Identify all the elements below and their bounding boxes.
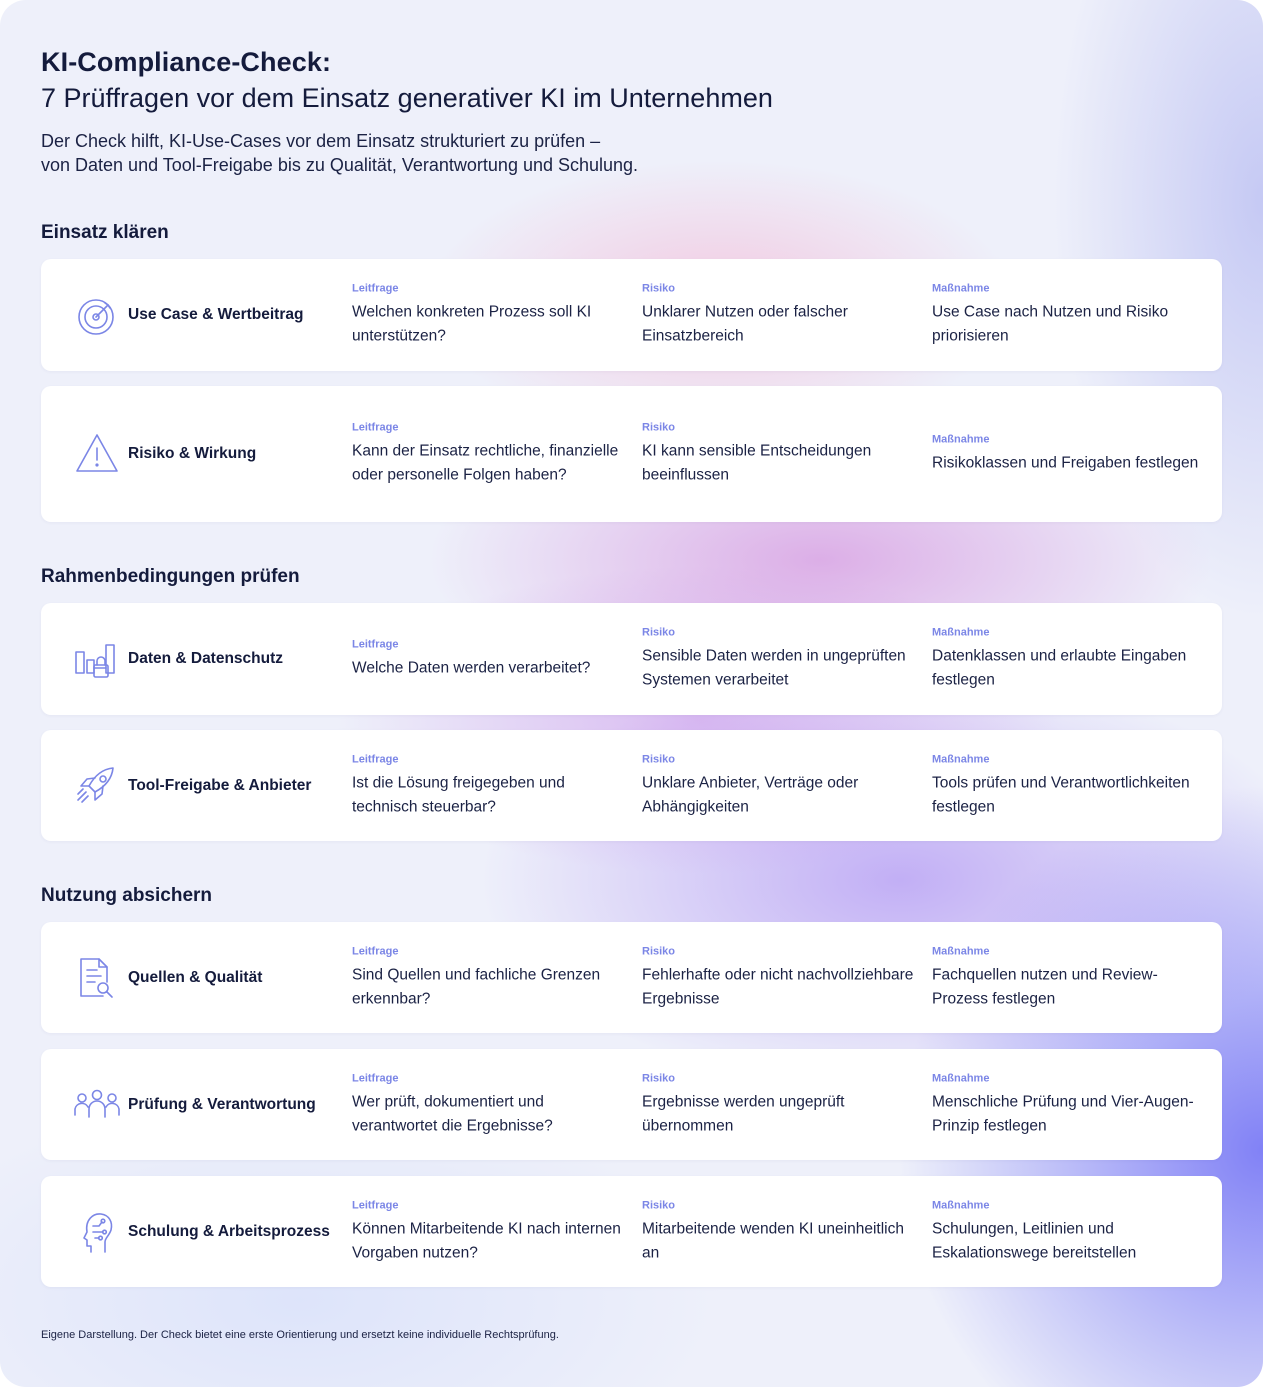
leitfrage-text: Wer prüft, dokumentiert und verantwortet die Ergebnisse? [352, 1093, 553, 1134]
risiko-text: Ergebnisse werden ungeprüft übernommen [642, 1093, 845, 1134]
rocket-icon [73, 762, 121, 810]
leitfrage-column [352, 752, 627, 819]
check-card-tool-freigabe [41, 730, 1222, 841]
massnahme-text: Fachquellen nutzen und Review-Prozess festlegen [932, 966, 1158, 1007]
check-card-daten [41, 603, 1222, 715]
risiko-label: Risiko [642, 1199, 676, 1211]
leitfrage-column [352, 1071, 627, 1138]
leitfrage-column [352, 944, 627, 1011]
leitfrage-text: Können Mitarbeitende KI nach internen Vorgaben nutzen? [352, 1220, 621, 1261]
massnahme-label: Maßnahme [932, 282, 990, 295]
risiko-column [642, 421, 917, 488]
leitfrage-label: Leitfrage [352, 1199, 399, 1211]
leitfrage-column [352, 282, 627, 349]
risiko-label: Risiko [642, 282, 676, 295]
check-name: Schulung & Arbeitsprozess [128, 1222, 330, 1240]
section-title-nutzung: Nutzung absichern [41, 885, 213, 906]
head-circuit-icon [73, 1208, 121, 1256]
risiko-text: Mitarbeitende wenden KI uneinheitlich an [642, 1220, 904, 1261]
risiko-column [642, 944, 917, 1011]
document-search-icon [73, 954, 121, 1002]
risiko-text: Unklarer Nutzen oder falscher Einsatzbereich [642, 303, 848, 345]
check-name: Daten & Datenschutz [128, 650, 284, 667]
leitfrage-text: Welche Daten werden verarbeitet? [352, 659, 591, 677]
leitfrage-label: Leitfrage [352, 753, 399, 765]
check-name: Prüfung & Verantwortung [128, 1095, 316, 1113]
check-card-pruefung [41, 1049, 1222, 1160]
footnote: Eigene Darstellung. Der Check bietet eine erste Orientierung und ersetzt keine individuelle Rechtsprüfung. [41, 1329, 559, 1341]
massnahme-column [932, 1071, 1207, 1138]
check-name: Risiko & Wirkung [128, 445, 257, 462]
massnahme-label: Maßnahme [932, 1199, 990, 1211]
leitfrage-label: Leitfrage [352, 421, 399, 434]
massnahme-label: Maßnahme [932, 945, 990, 957]
check-card-quellen [41, 922, 1222, 1033]
check-name: Tool-Freigabe & Anbieter [128, 776, 312, 794]
risiko-label: Risiko [642, 753, 676, 765]
risiko-column [642, 1198, 917, 1265]
massnahme-column [932, 944, 1207, 1011]
check-card-schulung [41, 1176, 1222, 1287]
massnahme-column [932, 433, 1207, 476]
check-card-use-case [41, 259, 1222, 371]
leitfrage-text: Ist die Lösung freigegeben und technisch steuerbar? [352, 774, 565, 815]
massnahme-text: Menschliche Prüfung und Vier-Augen-Prinzip festlegen [932, 1093, 1194, 1134]
leitfrage-label: Leitfrage [352, 1072, 399, 1084]
massnahme-column [932, 282, 1207, 349]
page-title-line-2: 7 Prüffragen vor dem Einsatz generativer KI im Unternehmen [41, 83, 773, 113]
risiko-text: Unklare Anbieter, Verträge oder Abhängigkeiten [642, 774, 859, 815]
massnahme-text: Tools prüfen und Verantwortlichkeiten festlegen [932, 774, 1190, 815]
section-title-rahmenbedingungen: Rahmenbedingungen prüfen [41, 566, 300, 587]
massnahme-label: Maßnahme [932, 626, 990, 639]
leitfrage-text: Sind Quellen und fachliche Grenzen erkennbar? [352, 966, 601, 1007]
check-name: Use Case & Wertbeitrag [128, 306, 304, 323]
massnahme-column [932, 626, 1207, 693]
leitfrage-label: Leitfrage [352, 282, 399, 295]
leitfrage-text: Kann der Einsatz rechtliche, finanzielle oder personelle Folgen haben? [352, 442, 619, 484]
target-icon [73, 291, 121, 339]
warning-triangle-icon [73, 430, 121, 478]
check-card-risiko [41, 386, 1222, 522]
massnahme-label: Maßnahme [932, 433, 990, 446]
risiko-column [642, 752, 917, 819]
massnahme-column [932, 752, 1207, 819]
leitfrage-column [352, 1198, 627, 1265]
risiko-label: Risiko [642, 626, 676, 639]
risiko-column [642, 282, 917, 349]
section-title-einsatz: Einsatz klären [41, 222, 169, 243]
risiko-column [642, 1071, 917, 1138]
massnahme-text: Datenklassen und erlaubte Eingaben festlegen [932, 647, 1187, 689]
data-lock-icon [73, 635, 121, 683]
risiko-label: Risiko [642, 945, 676, 957]
risiko-column [642, 626, 917, 693]
massnahme-label: Maßnahme [932, 753, 990, 765]
page-subtitle: Der Check hilft, KI-Use-Cases vor dem Einsatz strukturiert zu prüfen – von Daten und Tool-Freigabe bis zu Qualität, Verantwortung und Schulung. [41, 131, 639, 175]
risiko-text: Sensible Daten werden in ungeprüften Systemen verarbeitet [642, 647, 906, 689]
risiko-text: Fehlerhafte oder nicht nachvollziehbare Ergebnisse [642, 966, 914, 1007]
leitfrage-label: Leitfrage [352, 638, 399, 651]
risiko-label: Risiko [642, 421, 676, 434]
massnahme-column [932, 1198, 1207, 1265]
check-name: Quellen & Qualität [128, 968, 263, 986]
massnahme-text: Schulungen, Leitlinien und Eskalationswege bereitstellen [932, 1220, 1137, 1261]
leitfrage-column [352, 421, 627, 488]
massnahme-text: Use Case nach Nutzen und Risiko priorisieren [932, 303, 1169, 345]
risiko-text: KI kann sensible Entscheidungen beeinflussen [642, 442, 872, 484]
header [41, 44, 1221, 177]
team-icon [73, 1081, 121, 1129]
leitfrage-label: Leitfrage [352, 945, 399, 957]
risiko-label: Risiko [642, 1072, 676, 1084]
page-title: KI-Compliance-Check: [41, 47, 332, 77]
leitfrage-text: Welchen konkreten Prozess soll KI unterstützen? [352, 303, 592, 345]
massnahme-text: Risikoklassen und Freigaben festlegen [932, 454, 1199, 472]
leitfrage-column [352, 638, 627, 681]
massnahme-label: Maßnahme [932, 1072, 990, 1084]
